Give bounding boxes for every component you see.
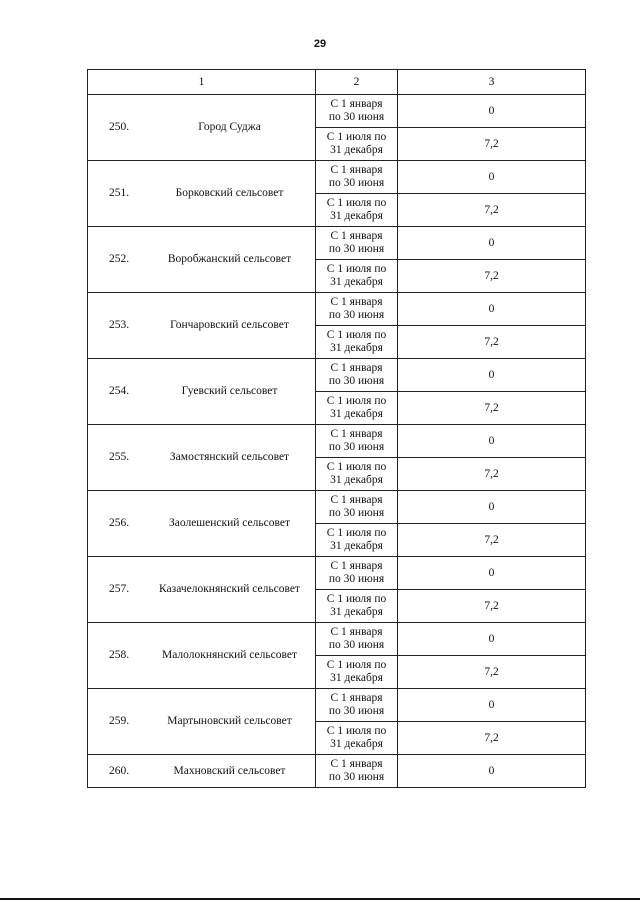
period-end: 31 декабря [330,144,383,156]
territory-wrap [88,623,315,688]
period-end: по 30 июня [328,375,385,387]
rate-value: 7,2 [398,326,586,359]
territory-name: Гончаровский сельсовет [170,319,289,331]
period-cell [316,95,398,128]
period-end: 31 декабря [330,540,383,552]
period-cell [316,425,398,458]
period-end: 31 декабря [330,606,383,618]
table-row [88,623,586,656]
period-start: С 1 января [330,494,383,506]
row-number: 257. [108,583,130,595]
period-end: 31 декабря [330,738,383,750]
territory-name: Борковский сельсовет [175,187,284,199]
table-row [88,227,586,260]
territory-cell [88,359,316,425]
rate-value: 0 [398,689,586,722]
territory-cell [88,623,316,689]
row-number: 250. [108,121,130,133]
page-number: 29 [313,38,327,50]
row-number: 255. [108,451,130,463]
period-start: С 1 января [330,560,383,572]
period-start: С 1 января [330,692,383,704]
period-start: С 1 июля по [326,527,387,539]
rate-value: 7,2 [398,458,586,491]
table-row [88,95,586,128]
rate-value: 7,2 [398,392,586,425]
period-cell [316,722,398,755]
territory-name: Мартыновский сельсовет [167,715,292,727]
period-end: по 30 июня [328,639,385,651]
period-start: С 1 июля по [326,659,387,671]
period-end: по 30 июня [328,771,385,783]
header-col-2: 2 [316,70,398,95]
period-cell [316,194,398,227]
territory-name: Замостянский сельсовет [169,451,290,463]
rate-value: 0 [398,95,586,128]
territory-name: Воробжанский сельсовет [167,253,292,265]
territory-cell [88,491,316,557]
territory-wrap [88,293,315,358]
period-start: С 1 июля по [326,263,387,275]
period-start: С 1 января [330,230,383,242]
territory-cell [88,755,316,788]
row-number: 260. [108,764,130,777]
rate-value: 7,2 [398,590,586,623]
row-number: 252. [108,253,130,265]
period-start: С 1 июля по [326,395,387,407]
rate-value: 0 [398,293,586,326]
rate-value: 0 [398,557,586,590]
period-end: по 30 июня [328,705,385,717]
period-start: С 1 июля по [326,725,387,737]
period-start: С 1 января [330,164,383,176]
territory-cell [88,425,316,491]
period-cell [316,491,398,524]
territory-cell [88,161,316,227]
period-end: по 30 июня [328,177,385,189]
rate-value: 7,2 [398,722,586,755]
period-cell [316,557,398,590]
table-row [88,425,586,458]
rate-value: 7,2 [398,128,586,161]
period-cell [316,590,398,623]
period-start: С 1 июля по [326,593,387,605]
territory-wrap [88,359,315,424]
period-end: по 30 июня [328,441,385,453]
rate-value: 7,2 [398,194,586,227]
period-end: 31 декабря [330,474,383,486]
period-cell [316,656,398,689]
period-cell [316,326,398,359]
territory-name: Махновский сельсовет [173,764,286,777]
period-cell [316,161,398,194]
territory-wrap [88,689,315,754]
period-cell [316,359,398,392]
territory-wrap [88,557,315,622]
territory-cell [88,689,316,755]
period-end: 31 декабря [330,210,383,222]
territory-wrap [88,425,315,490]
period-cell [316,623,398,656]
table-row [88,689,586,722]
rate-value: 0 [398,425,586,458]
territory-cell [88,227,316,293]
rate-value: 7,2 [398,524,586,557]
period-end: 31 декабря [330,408,383,420]
rate-value: 0 [398,491,586,524]
period-cell [316,293,398,326]
table-row [88,557,586,590]
period-start: С 1 июля по [326,197,387,209]
row-number: 253. [108,319,130,331]
period-start: С 1 июля по [326,461,387,473]
territory-name: Казачелокнянский сельсовет [159,583,300,595]
table-row [88,491,586,524]
table-row [88,293,586,326]
period-start: С 1 января [330,758,383,770]
period-cell [316,128,398,161]
territory-cell [88,557,316,623]
period-start: С 1 января [330,626,383,638]
table-row [88,359,586,392]
territory-name: Гуевский сельсовет [181,385,278,397]
table-row [88,161,586,194]
territory-name: Заолешенский сельсовет [169,517,290,529]
table-header-row [88,70,586,95]
period-start: С 1 января [330,362,383,374]
period-end: 31 декабря [330,342,383,354]
period-end: по 30 июня [328,573,385,585]
row-number: 254. [108,385,130,397]
territory-wrap [88,227,315,292]
header-col-1: 1 [88,70,316,95]
rate-value: 0 [398,623,586,656]
period-start: С 1 января [330,428,383,440]
rate-value: 7,2 [398,260,586,293]
row-number: 259. [108,715,130,727]
rate-value: 0 [398,359,586,392]
period-end: 31 декабря [330,276,383,288]
territory-wrap [88,95,315,160]
territory-cell [88,293,316,359]
tariff-table [87,69,586,788]
period-cell [316,392,398,425]
period-cell [316,458,398,491]
territory-name: Город Суджа [198,121,261,133]
territory-name: Малолокнянский сельсовет [162,649,297,661]
period-end: по 30 июня [328,507,385,519]
period-cell [316,524,398,557]
period-end: по 30 июня [328,309,385,321]
period-start: С 1 января [330,98,383,110]
territory-cell [88,95,316,161]
period-start: С 1 июля по [326,131,387,143]
rate-value: 0 [398,161,586,194]
header-col-3: 3 [398,70,586,95]
territory-wrap [88,491,315,556]
period-cell [316,260,398,293]
territory-wrap [88,161,315,226]
period-end: по 30 июня [328,111,385,123]
period-cell [316,689,398,722]
territory-wrap [88,755,315,787]
table-row [88,755,586,788]
period-end: 31 декабря [330,672,383,684]
period-cell [316,227,398,260]
rate-value: 7,2 [398,656,586,689]
row-number: 256. [108,517,130,529]
bottom-rule [0,898,640,900]
period-end: по 30 июня [328,243,385,255]
rate-value: 0 [398,755,586,788]
period-start: С 1 июля по [326,329,387,341]
period-start: С 1 января [330,296,383,308]
rate-value: 0 [398,227,586,260]
period-cell [316,755,398,788]
row-number: 251. [108,187,130,199]
row-number: 258. [108,649,130,661]
